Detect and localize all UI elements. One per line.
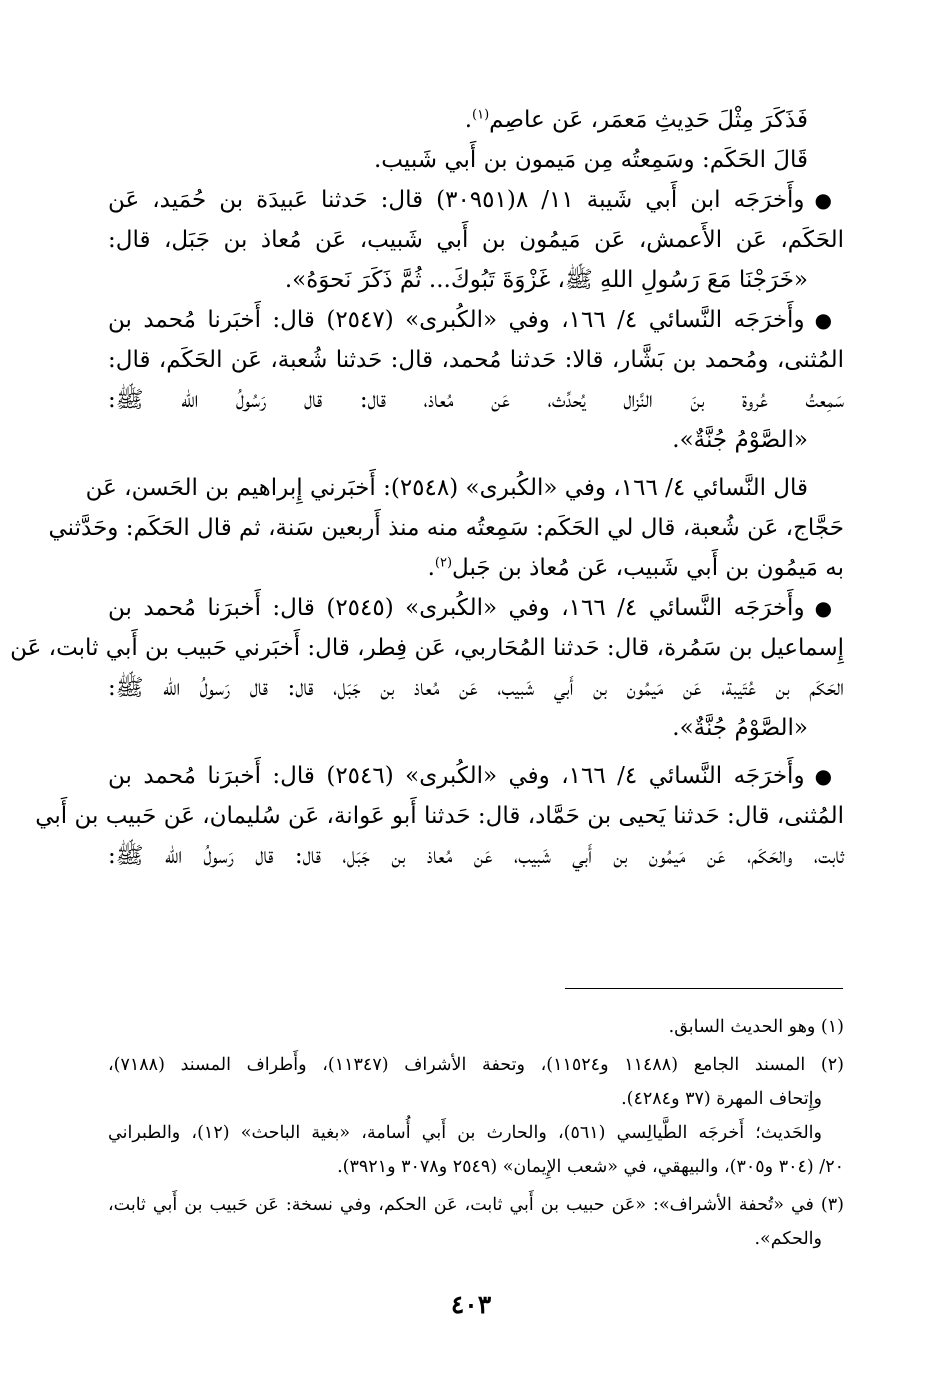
footnote-divider — [565, 988, 843, 989]
text-line: المُثنى، قال: حَدثنا يَحيى بن حَمَّاد، قال: حَدثنا أَبو عَوانة، عَن سُليمان، عَن حَبيب بن أَبي — [35, 803, 844, 829]
footnote-line: والحَديث؛ أَخرجَه الطَّيالِسي (٥٦١)، والحارث بن أَبي أُسامة، «بغية الباحث» (١٢)، والطبراني — [108, 1123, 822, 1143]
text-line: ●وأَخرَجَه النَّسائي ٤/ ١٦٦، وفي «الكُبرى» (٢٥٤٥) قال: أَخبرَنا مُحمد بن — [108, 588, 844, 628]
footnote-line: وإِتحاف المهرة (٣٧ و٤٢٨٤). — [621, 1089, 822, 1109]
text-line: ●وأَخرَجَه النَّسائي ٤/ ١٦٦، وفي «الكُبرى» (٢٥٤٧) قال: أَخبَرنا مُحمد بن — [108, 300, 844, 340]
footnote-line: والحكم». — [754, 1229, 822, 1249]
text-line: «خَرَجْنَا مَعَ رَسُولِ اللهِ ﷺ، غَزْوَةَ تَبُوكَ... ثُمَّ ذَكَرَ نَحوَهُ». — [284, 267, 808, 293]
bullet-icon: ● — [814, 764, 833, 788]
text-line: به مَيمُون بن أَبي شَبيب، عَن مُعاذ بن جَبل$^{(٢)}$. — [427, 555, 844, 581]
text-line: قال النَّسائي ٤/ ١٦٦، وفي «الكُبرى» (٢٥٤٨): أَخبَرني إِبراهيم بن الحَسن، عَن — [85, 475, 808, 501]
text-line: سَمِعتُ عُروة بنَ النَّزال يُحدِّث، عَن مُعاذ، قال: قال رَسُولُ الله ﷺ: — [108, 387, 844, 413]
text-line: حَجَّاج، عَن شُعبة، قال لي الحَكَم: سَمِعتُه منه منذ أَربعين سَنة، ثم قال الحَكَم: وحَدَّثني — [48, 515, 844, 541]
text-line: الحَكَم، عَن الأَعمش، عَن مَيمُون بن أَبي شَبيب، عَن مُعاذ بن جَبَل، قال: — [108, 227, 844, 253]
text-line: إِسماعيل بن سَمُرة، قال: حَدثنا المُحَاربي، عَن فِطر، قال: أَخبَرني حَبيب بن أَبي ثابت، عَن — [10, 635, 844, 661]
text-line: ●وأَخرَجَه النَّسائي ٤/ ١٦٦، وفي «الكُبرى» (٢٥٤٦) قال: أَخبرَنا مُحمد بن — [108, 756, 844, 796]
main-text — [10, 100, 844, 876]
text-line: فَذَكَرَ مِثْلَ حَدِيثِ مَعمَر، عَن عاصِم$^{(١)}$. — [464, 107, 808, 133]
footnote-line: (١) وهو الحديث السابق. — [668, 1017, 844, 1037]
text-line: «الصَّوْمُ جُنَّةٌ». — [672, 715, 808, 741]
footnote-line: (٢) المسند الجامع (١١٤٨٨ و١١٥٢٤)، وتحفة الأشراف (١١٣٤٧)، وأَطراف المسند (٧١٨٨)، — [108, 1055, 844, 1075]
page-number: ٤٠٣ — [450, 1290, 492, 1319]
text-line: الحَكَم بن عُتَيبة، عَن مَيمُون بن أَبي شَبيب، عَن مُعاذ بن جَبَل، قال: قال رَسولُ الله ﷺ: — [108, 675, 844, 701]
text-line: ثابت، والحَكَم، عَن مَيمُون بن أَبي شَبيب، عَن مُعاذ بن جَبَل، قال: قال رَسولُ الله ﷺ: — [108, 843, 844, 869]
text-line: المُثنى، ومُحمد بن بَشَّار، قالا: حَدثنا مُحمد، قال: حَدثنا شُعبة، عَن الحَكَم، قال: — [108, 347, 844, 373]
bullet-icon: ● — [814, 308, 833, 332]
text-line: «الصَّوْمُ جُنَّةٌ». — [672, 427, 808, 453]
footnote-marker: (١) — [472, 107, 490, 123]
bullet-icon: ● — [814, 596, 833, 620]
bullet-icon: ● — [814, 188, 832, 212]
text-line: قَالَ الحَكَم: وسَمِعتُه مِن مَيمون بن أَبي شَبيب. — [373, 147, 808, 173]
footnote-line: (٣) في «تُحفة الأشراف»: «عَن حبيب بن أَبي ثابت، عَن الحكم، وفي نسخة: عَن حَبيب بن أَبي ثابت، — [108, 1195, 844, 1215]
footnote-marker: (٢) — [434, 555, 453, 571]
footnotes — [108, 1010, 844, 1256]
text-line: ●وأَخرَجَه ابن أَبي شَيبة ١١/ ٨(٣٠٩٥١) قال: حَدثنا عَبيدَة بن حُمَيد، عَن — [108, 180, 844, 220]
footnote-line: ٢٠/ (٣٠٤ و٣٠٥)، والبيهقي، في «شعب الإِيمان» (٢٥٤٩ و٣٠٧٨ و٣٩٢١). — [337, 1157, 844, 1177]
